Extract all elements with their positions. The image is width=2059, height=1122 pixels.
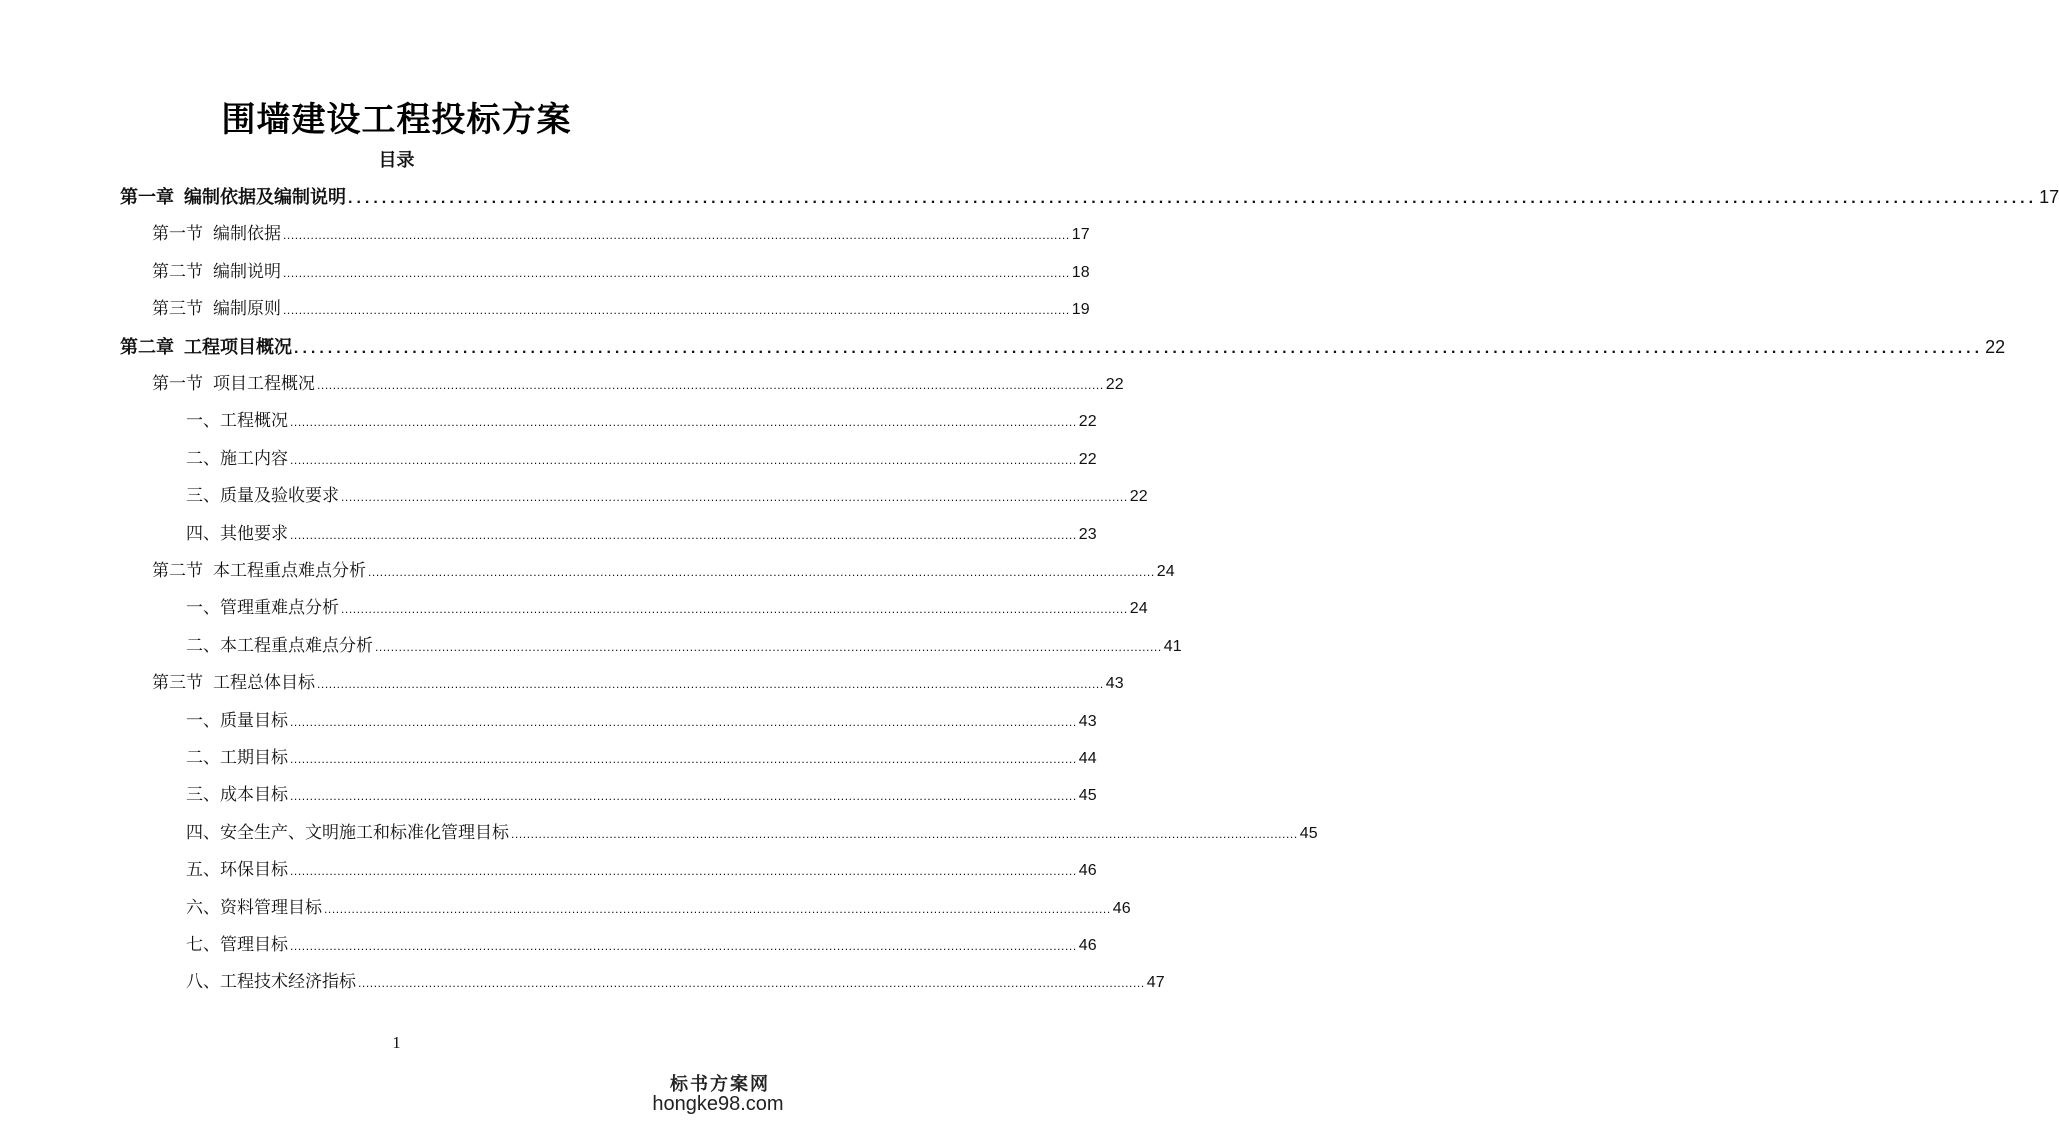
toc-entry-label — [186, 742, 288, 774]
toc-dot-leader: ........................................................................................................................................................................................................ — [290, 415, 1077, 430]
toc-dot-leader: ........................................................................................................................................................................................................ — [290, 864, 1077, 879]
toc-entry[interactable] — [152, 293, 1090, 325]
toc-entry-text: 工程总体目标 — [213, 673, 315, 694]
toc-entry[interactable] — [120, 331, 2006, 363]
toc-dot-leader: ........................................................................................................................................................................................................ — [290, 752, 1077, 766]
toc-dot-leader: ........................................................................................................................................................................................................ — [358, 976, 1145, 991]
toc-entry-prefix: 第一节 — [152, 374, 203, 394]
toc-entry-text: 一、工程概况 — [186, 411, 288, 432]
toc-entry-label — [152, 368, 315, 400]
toc-dot-leader: ........................................................................................................................................................................................................ — [290, 527, 1077, 542]
toc-entry-text: 二、施工内容 — [186, 448, 288, 469]
toc-entry-text: 工程项目概况 — [184, 336, 292, 358]
toc-entry-page: 22 — [1985, 336, 2006, 357]
toc-entry[interactable] — [186, 929, 1097, 961]
toc-entry-page: 41 — [1163, 637, 1182, 655]
toc-entry-page: 47 — [1146, 974, 1165, 992]
toc-entry-text: 三、质量及验收要求 — [186, 486, 339, 507]
toc-entry-page: 24 — [1129, 600, 1148, 618]
toc-entry-text: 编制依据及编制说明 — [184, 187, 346, 208]
toc-dot-leader: ........................................................................................................................................................................................................ — [324, 901, 1111, 916]
toc-entry-page: 43 — [1078, 712, 1097, 730]
toc-entry-text: 四、安全生产、文明施工和标准化管理目标 — [186, 822, 509, 843]
toc-entry-label — [186, 518, 288, 550]
watermark-site-name: 标书方案网 — [670, 1074, 770, 1095]
toc-entry-text: 编制说明 — [213, 261, 281, 282]
toc-entry-text: 一、质量目标 — [186, 710, 288, 731]
toc-dot-leader: ........................................................................................................................................................................................................ — [290, 789, 1077, 804]
toc-entry-page: 45 — [1078, 787, 1097, 805]
toc-entry-text: 二、本工程重点难点分析 — [186, 635, 373, 656]
toc-entry-page: 45 — [1299, 824, 1318, 842]
toc-entry[interactable] — [186, 779, 1097, 811]
toc-dot-leader: ........................................................................................................................................................................................................ — [348, 190, 2038, 207]
toc-entry-page: 17 — [2039, 187, 2059, 207]
toc-dot-leader: ........................................................................................................................................................................................................ — [294, 339, 1984, 357]
toc-entry-label — [186, 405, 288, 437]
toc-entry-text: 六、资料管理目标 — [186, 897, 322, 918]
toc-entry-label — [186, 443, 288, 475]
toc-entry-page: 24 — [1156, 563, 1175, 580]
toc-dot-leader: ........................................................................................................................................................................................................ — [341, 602, 1128, 617]
toc-entry-page: 46 — [1112, 899, 1131, 917]
toc-entry-label — [152, 256, 281, 288]
toc-entry-page: 22 — [1105, 376, 1124, 393]
toc-dot-leader: ........................................................................................................................................................................................................ — [283, 228, 1070, 243]
toc-entry[interactable] — [186, 518, 1097, 550]
toc-entry-label — [152, 218, 281, 250]
toc-dot-leader: ........................................................................................................................................................................................................ — [290, 714, 1077, 729]
document-title: 围墙建设工程投标方案 — [221, 100, 572, 140]
toc-entry-prefix: 第三节 — [152, 299, 203, 320]
toc-entry[interactable] — [186, 854, 1097, 886]
toc-entry-page: 19 — [1071, 301, 1090, 319]
toc-dot-leader: ........................................................................................................................................................................................................ — [317, 378, 1104, 392]
toc-entry[interactable] — [186, 705, 1097, 737]
toc-entry-label — [152, 667, 315, 699]
toc-entry-text: 四、其他要求 — [186, 523, 288, 544]
toc-entry-page: 23 — [1078, 525, 1097, 543]
toc-entry[interactable] — [186, 630, 1182, 662]
toc-entry[interactable] — [152, 667, 1124, 699]
toc-entry-page: 22 — [1078, 450, 1097, 468]
toc-entry-label — [186, 630, 373, 662]
toc-dot-leader: ........................................................................................................................................................................................................ — [283, 265, 1070, 280]
toc-entry-prefix: 第二节 — [152, 261, 203, 282]
toc-entry[interactable] — [152, 368, 1124, 400]
toc-entry-page: 46 — [1078, 862, 1097, 880]
toc-entry-text: 二、工期目标 — [186, 748, 288, 768]
toc-entry[interactable] — [186, 405, 1097, 437]
toc-entry-page: 17 — [1071, 226, 1090, 244]
toc-entry-label — [186, 779, 288, 811]
watermark-url: hongke98.com — [652, 1093, 784, 1115]
toc-entry[interactable] — [152, 256, 1090, 288]
toc-dot-leader: ........................................................................................................................................................................................................ — [341, 490, 1128, 505]
toc-entry-text: 项目工程概况 — [213, 374, 315, 394]
toc-entry-prefix: 第三节 — [152, 673, 203, 694]
toc-entry-label — [186, 892, 322, 924]
toc-entry-page: 43 — [1105, 675, 1124, 693]
toc-entry[interactable] — [186, 817, 1318, 849]
page-number: 1 — [392, 1033, 401, 1052]
toc-entry-prefix: 第二章 — [120, 336, 174, 358]
toc-dot-leader: ........................................................................................................................................................................................................ — [375, 639, 1162, 654]
toc-entry[interactable] — [186, 742, 1097, 774]
toc-entry[interactable] — [152, 555, 1175, 587]
toc-entry-label — [186, 966, 356, 998]
toc-entry-text: 八、工程技术经济指标 — [186, 972, 356, 993]
toc-entry-text: 本工程重点难点分析 — [213, 561, 366, 581]
toc-entry-label — [186, 929, 288, 961]
toc-entry-prefix: 第一章 — [120, 187, 174, 208]
toc-entry-label — [152, 293, 281, 325]
toc-entry[interactable] — [186, 443, 1097, 475]
toc-entry[interactable] — [186, 592, 1148, 624]
toc-entry-prefix: 第二节 — [152, 561, 203, 581]
toc-entry-prefix: 第一节 — [152, 224, 203, 245]
toc-entry-label — [186, 592, 339, 624]
toc-entry-text: 编制原则 — [213, 299, 281, 320]
toc-entry-label — [186, 817, 509, 849]
toc-entry-text: 编制依据 — [213, 224, 281, 245]
toc-heading: 目录 — [378, 150, 415, 171]
toc-dot-leader: ........................................................................................................................................................................................................ — [283, 303, 1070, 318]
toc-entry-page: 22 — [1129, 488, 1148, 506]
toc-dot-leader: ........................................................................................................................................................................................................ — [368, 565, 1155, 579]
toc-entry[interactable] — [186, 966, 1165, 998]
toc-dot-leader: ........................................................................................................................................................................................................ — [290, 939, 1077, 953]
toc-entry-label — [186, 480, 339, 512]
toc-entry-text: 三、成本目标 — [186, 785, 288, 806]
toc-dot-leader: ........................................................................................................................................................................................................ — [317, 677, 1104, 692]
toc-entry-text: 七、管理目标 — [186, 935, 288, 955]
toc-entry-label — [186, 854, 288, 886]
toc-dot-leader: ........................................................................................................................................................................................................ — [290, 452, 1077, 467]
toc-entry[interactable] — [120, 181, 2059, 213]
toc-entry-page: 18 — [1071, 263, 1090, 281]
toc-entry-label — [186, 705, 288, 737]
toc-entry-page: 44 — [1078, 750, 1097, 767]
toc-entry-page: 22 — [1078, 413, 1097, 431]
toc-entry-label — [152, 555, 366, 587]
toc-entry[interactable] — [186, 892, 1131, 924]
toc-entry-label — [120, 332, 292, 364]
toc-dot-leader: ........................................................................................................................................................................................................ — [511, 826, 1298, 841]
toc-entry-page: 46 — [1078, 937, 1097, 954]
toc-entry-label — [120, 182, 346, 214]
toc-entry[interactable] — [186, 480, 1148, 512]
toc-entry-text: 五、环保目标 — [186, 860, 288, 881]
toc-entry[interactable] — [152, 218, 1090, 250]
toc-entry-text: 一、管理重难点分析 — [186, 598, 339, 619]
